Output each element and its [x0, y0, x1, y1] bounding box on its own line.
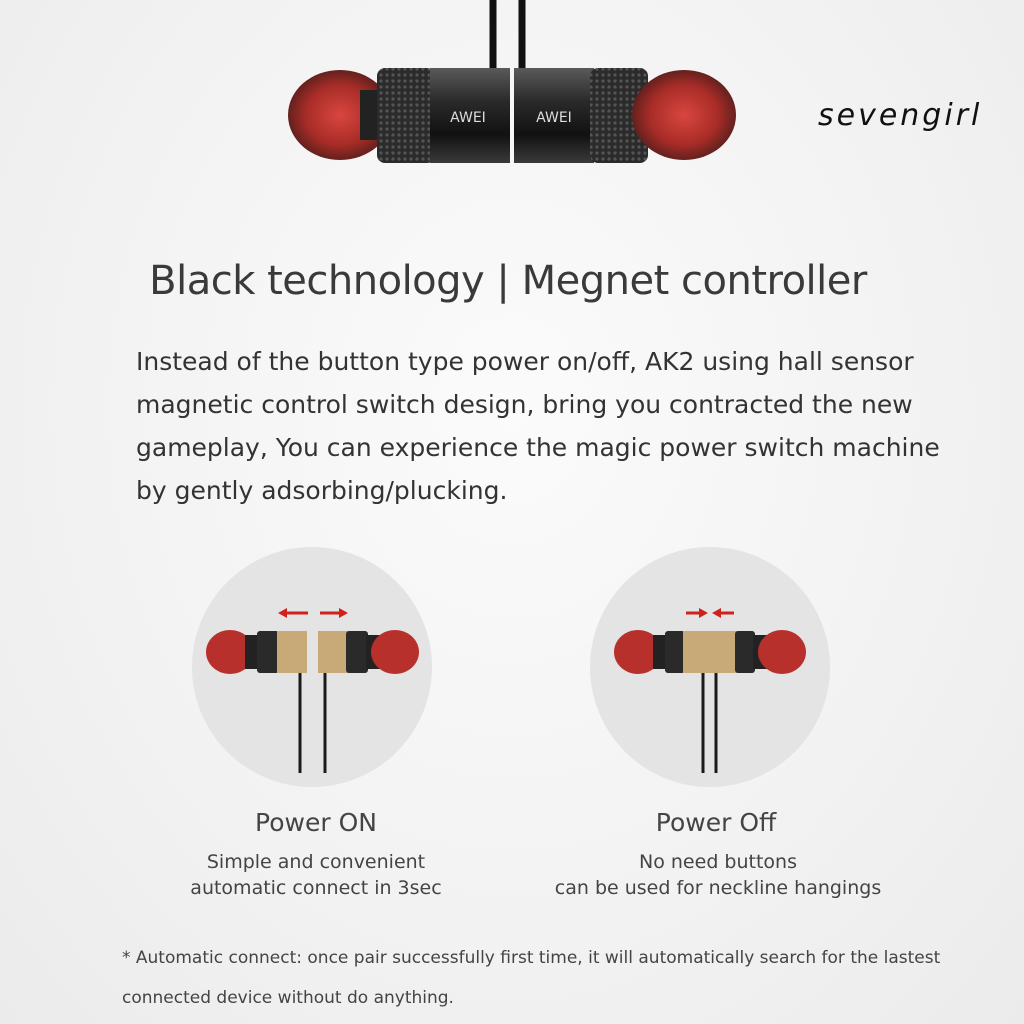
power-off-description — [518, 849, 918, 901]
description-line: magnetic control switch design, bring you contracted the new — [136, 390, 913, 419]
watermark-text: sevengirl — [818, 98, 983, 133]
description-line: by gently adsorbing/plucking. — [136, 476, 508, 505]
footnote-line: connected device without do anything. — [122, 988, 454, 1008]
description-line: Instead of the button type power on/off, AK2 using hall sensor — [136, 347, 914, 376]
right-brand-mark: AWEI — [536, 110, 572, 126]
power-off-line: No need buttons — [639, 851, 797, 873]
power-off-line: can be used for neckline hangings — [554, 877, 882, 899]
power-on-description — [116, 849, 516, 901]
power-on-illustration — [190, 545, 434, 789]
description-line: gameplay, You can experience the magic power switch machine — [136, 433, 940, 462]
power-off-title: Power Off — [655, 808, 777, 837]
power-on-line: Simple and convenient — [206, 851, 426, 873]
footnote — [122, 938, 941, 1018]
power-on-line: automatic connect in 3sec — [190, 877, 442, 899]
right-eartip — [632, 70, 736, 160]
page-headline: Black technology | Megnet controller — [149, 258, 867, 304]
footnote-line: * Automatic connect: once pair successfully first time, it will automatically search for the lastest — [122, 948, 941, 968]
left-brand-mark: AWEI — [450, 110, 486, 126]
power-on-title: Power ON — [255, 808, 377, 837]
power-off-illustration — [588, 545, 832, 789]
description-paragraph — [136, 340, 940, 512]
